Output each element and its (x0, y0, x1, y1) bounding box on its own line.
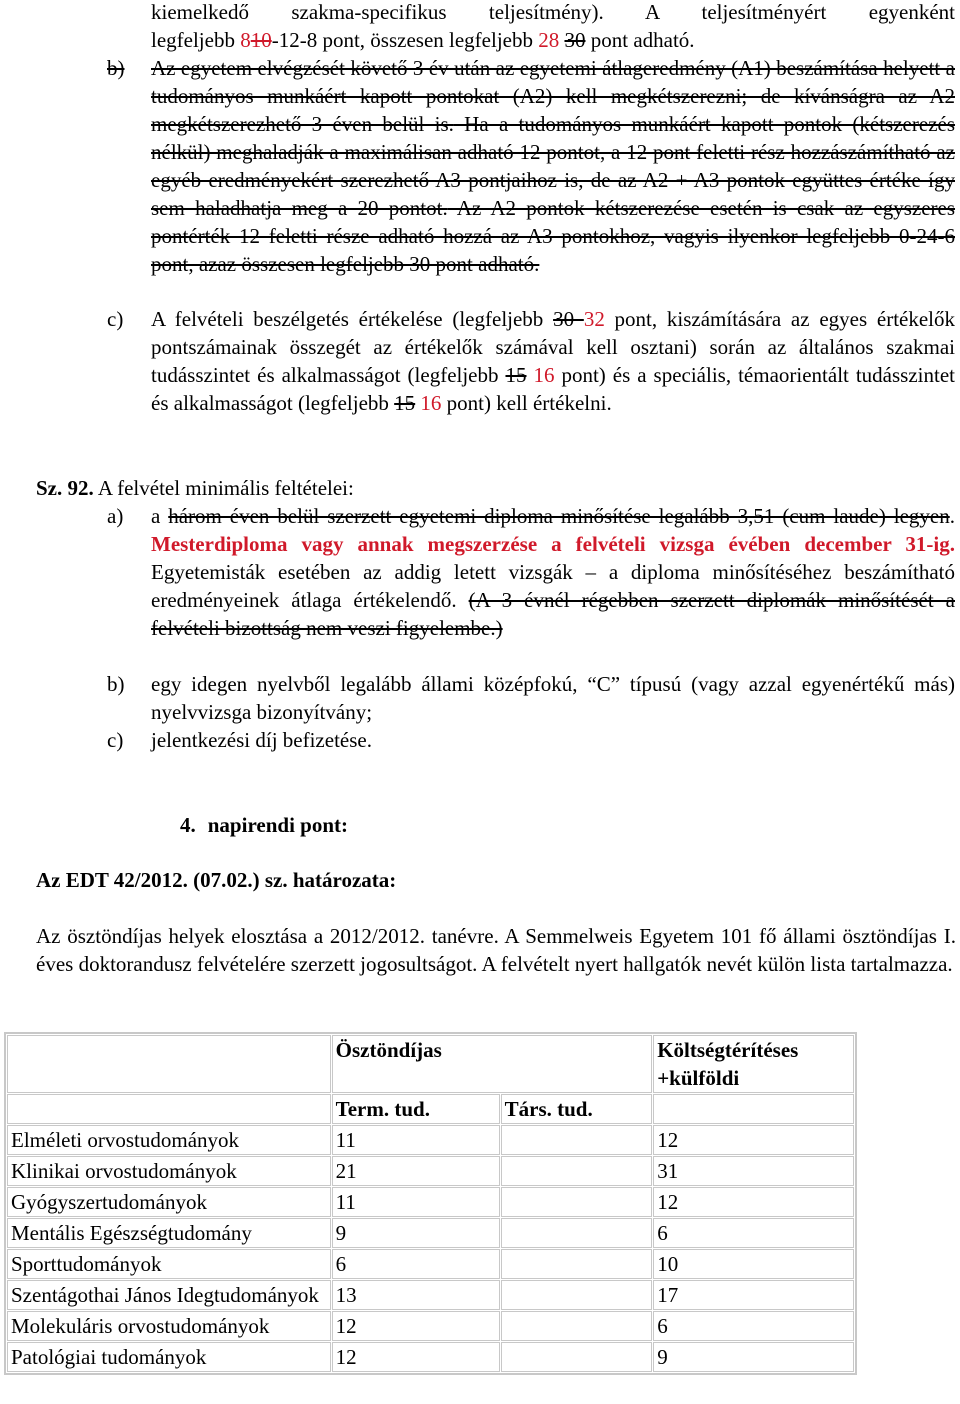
resolution-title: Az EDT 42/2012. (07.02.) sz. határozata: (36, 868, 397, 892)
table-header-selfpay: Költségtérítéses +külföldi (653, 1035, 854, 1093)
table-cell-tars (501, 1218, 653, 1248)
table-cell-term: 6 (332, 1249, 500, 1279)
table-header-scholarship: Ösztöndíjas (332, 1035, 653, 1093)
sz92-label-a: a) (107, 504, 124, 528)
agenda-title: napirendi pont: (207, 813, 348, 837)
item-b-text: Az egyetem elvégzését követő 3 év után az egyetemi átlageredmény (A1) beszámítása helyett a tudományos munkáért kapott pontokat (A2) kell megkétszerezni; de kívánságra az A2 megkétszerezhető 3 éven belül is. Ha a tudományos munkáért kapott pontok (kétszerezés nélkül) meghaladják a maximálisan adható 12 pontot, a 12 pont feletti rész hozzászámítható az egyéb eredményekért szerezhető A3 pontjaihoz is, de az A2 + A3 pontok együttes értéke így sem haladhatja meg a 20 pontot. Az A2 pontok kétszerezése esetén is csak az egyszeres pontérték 12 feletti része adható hozzá az A3 pontokhoz, vagyis ilyenkor legfeljebb 0-24-6 pont, azaz összesen legfeljebb 30 pont adható. (151, 56, 956, 276)
list-label-b: b) (107, 56, 125, 80)
table-subheader-row (7, 1094, 854, 1124)
table-row (7, 1280, 854, 1310)
list-label-c: c) (107, 307, 124, 331)
table-header-term: Term. tud. (332, 1094, 500, 1124)
table-subheader-empty (7, 1094, 331, 1124)
continuation-line-2: legfeljebb 810-12-8 pont, összesen legfeljebb 28 30 pont adható. (151, 28, 695, 52)
table-cell-cost: 6 (653, 1218, 854, 1248)
sz92-item-a-text: a három éven belül szerzett egyetemi diploma minősítése legalább 3,51 (cum laude) legyen. Mesterdiploma vagy annak megszerzése a felvételi vizsga évében december 31-ig. Egyetemisták esetében az addig letett vizsgák – a diploma minősítéséhez beszámítható eredményeinek átlaga értékelendő. (A 3 évnél régebben szerzett diplomák minősítését a felvételi bizottság nem veszi figyelembe.) (151, 504, 955, 640)
table-cell-cost: 12 (653, 1125, 854, 1155)
table-cell-name: Klinikai orvostudományok (7, 1156, 331, 1186)
table-cell-name: Molekuláris orvostudományok (7, 1311, 331, 1341)
table-cell-tars (501, 1342, 653, 1372)
sz92-item-b-text: egy idegen nyelvből legalább állami középfokú, “C” típusú (vagy azzal egyenértékű más) nyelvvizsga bizonyítvány; (151, 672, 955, 724)
table-cell-tars (501, 1187, 653, 1217)
table-cell-cost: 9 (653, 1342, 854, 1372)
table-header-empty (7, 1035, 331, 1093)
continuation-line-1: kiemelkedő szakma-specifikus teljesítmény). A teljesítményért egyenként (151, 0, 955, 24)
table-cell-tars (501, 1156, 653, 1186)
table-cell-name: Gyógyszertudományok (7, 1187, 331, 1217)
sz92-label-c: c) (107, 728, 124, 752)
table-row (7, 1218, 854, 1248)
table-row (7, 1187, 854, 1217)
table-cell-term: 12 (332, 1342, 500, 1372)
sz92-label-b: b) (107, 672, 125, 696)
table-cell-name: Elméleti orvostudományok (7, 1125, 331, 1155)
table-cell-cost: 17 (653, 1280, 854, 1310)
table-cell-name: Szentágothai János Idegtudományok (7, 1280, 331, 1310)
scholarship-table (4, 1032, 857, 1375)
resolution-body: Az ösztöndíjas helyek elosztása a 2012/2012. tanévre. A Semmelweis Egyetem 101 fő állami ösztöndíjas I. éves doktorandusz felvételére szerzett jogosultságot. A felvételt nyert hallgatók nevét külön lista tartalmazza. (36, 924, 956, 976)
table-row (7, 1311, 854, 1341)
table-cell-name: Mentális Egészségtudomány (7, 1218, 331, 1248)
table-cell-term: 11 (332, 1187, 500, 1217)
table-cell-tars (501, 1125, 653, 1155)
table-header-row (7, 1035, 854, 1093)
table-cell-cost: 10 (653, 1249, 854, 1279)
table-cell-term: 12 (332, 1311, 500, 1341)
table-cell-cost: 12 (653, 1187, 854, 1217)
table-cell-cost: 31 (653, 1156, 854, 1186)
agenda-number: 4. (180, 813, 196, 837)
table-row (7, 1125, 854, 1155)
table-header-tars: Társ. tud. (501, 1094, 653, 1124)
table-row (7, 1156, 854, 1186)
table-cell-term: 13 (332, 1280, 500, 1310)
table-cell-tars (501, 1311, 653, 1341)
table-cell-term: 11 (332, 1125, 500, 1155)
sz92-item-c-text: jelentkezési díj befizetése. (151, 728, 372, 752)
item-c-text: A felvételi beszélgetés értékelése (legfeljebb 30 32 pont, kiszámítására az egyes értékelők pontszámainak összegét az értékelők számával kell osztani) során az általános szakmai tudásszintet és alkalmasságot (legfeljebb 15 16 pont) és a speciális, témaorientált tudásszintet és alkalmasságot (legfeljebb 15 16 pont) kell értékelni. (151, 307, 955, 415)
table-subheader-empty-2 (653, 1094, 854, 1124)
table-cell-name: Sporttudományok (7, 1249, 331, 1279)
table-cell-tars (501, 1280, 653, 1310)
table-cell-tars (501, 1249, 653, 1279)
agenda-heading (180, 811, 780, 839)
table-cell-name: Patológiai tudományok (7, 1342, 331, 1372)
table-cell-cost: 6 (653, 1311, 854, 1341)
table-row (7, 1342, 854, 1372)
table-cell-term: 21 (332, 1156, 500, 1186)
table-cell-term: 9 (332, 1218, 500, 1248)
section-sz92-heading: Sz. 92. A felvétel minimális feltételei: (36, 476, 354, 500)
table-row (7, 1249, 854, 1279)
